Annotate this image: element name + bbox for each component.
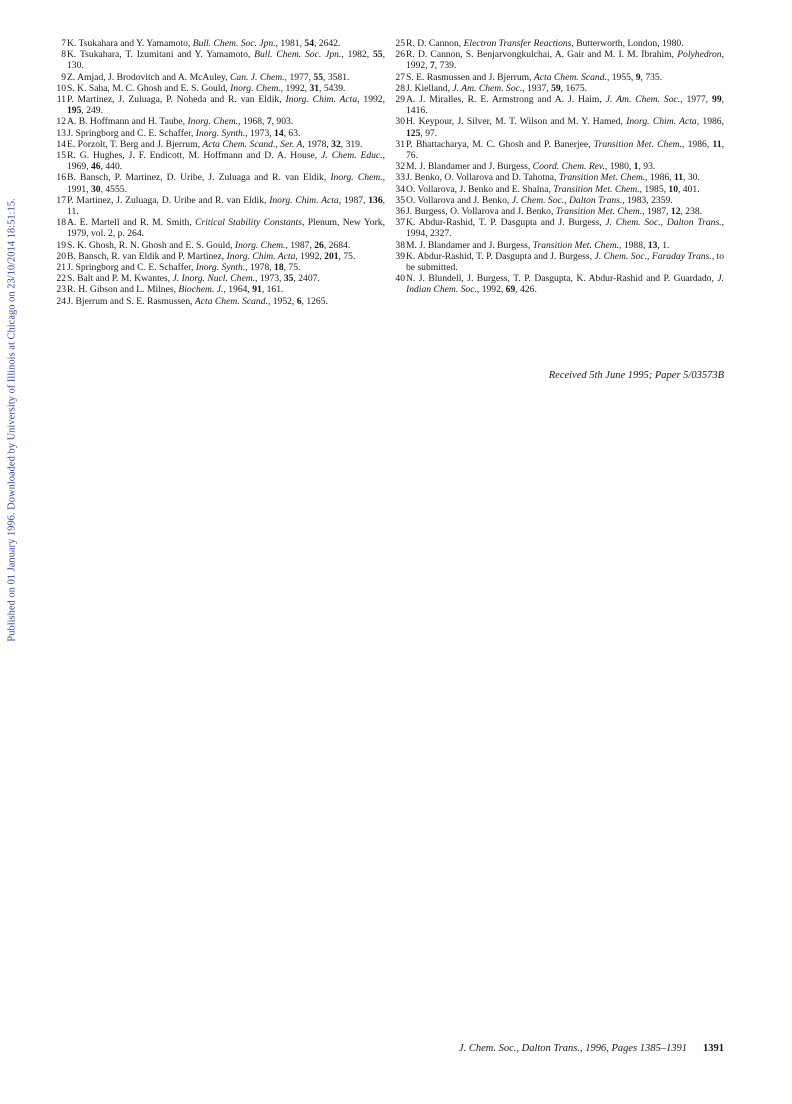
reference-volume: 54 [304, 38, 314, 49]
reference-item [394, 195, 724, 206]
reference-text: O. Vollarova, J. Benko and E. Shalna, [406, 183, 554, 195]
reference-source: Electron Transfer Reactions [463, 38, 572, 49]
reference-volume: 31 [309, 82, 320, 94]
reference-source: Can. J. Chem. [230, 71, 285, 83]
reference-item [55, 172, 385, 194]
reference-item [55, 94, 385, 116]
reference-text: S. Balt and P. M. Kwantes, [67, 273, 173, 285]
reference-number: 38 [395, 239, 405, 251]
reference-number: 19 [56, 239, 66, 251]
reference-item [394, 240, 724, 251]
reference-item [394, 38, 724, 49]
reference-text: R. G. Hughes, J. F. Endicott, M. Hoffmann and D. A. House, [67, 150, 322, 162]
reference-source: Inorg. Synth. [195, 262, 246, 274]
reference-text: , 1988, [619, 239, 648, 251]
reference-number: 33 [395, 172, 405, 184]
reference-text: , 440. [100, 161, 123, 173]
reference-item [55, 150, 385, 172]
reference-text: R. D. Cannon, [406, 38, 464, 49]
reference-text: , 1978, [245, 262, 275, 274]
reference-text: B. Bansch, R. van Eldik and P. Martinez, [67, 250, 227, 262]
reference-source: Bull. Chem. Soc. Jpn. [192, 38, 276, 49]
reference-number: 14 [56, 138, 66, 150]
reference-item [55, 116, 385, 127]
reference-text: , 1937, [522, 82, 552, 94]
reference-text: , 93. [638, 161, 656, 173]
reference-number: 23 [56, 284, 66, 296]
reference-text: , 1986, [681, 138, 713, 150]
reference-text: , 1416. [406, 94, 725, 117]
reference-item [55, 296, 385, 307]
reference-text: , 1987, [338, 194, 369, 206]
reference-volume: 1 [633, 161, 639, 173]
reference-text: N. J. Blundell, J. Burgess, T. P. Dasgupta, K. Abdur-Rashid and P. Guardado, [406, 273, 718, 285]
reference-item [55, 273, 385, 284]
reference-volume: 32 [331, 138, 341, 150]
reference-text: , Butterworth, London, 1980. [571, 38, 684, 49]
reference-number: 18 [56, 217, 66, 229]
reference-source: J. Am. Chem. Soc. [605, 94, 681, 106]
reference-volume: 46 [90, 161, 101, 173]
reference-text: , 1969, [67, 150, 385, 173]
reference-item [394, 49, 724, 71]
reference-item [55, 38, 385, 49]
references-column-left [55, 38, 385, 307]
reference-item [394, 206, 724, 217]
reference-number: 27 [395, 71, 405, 83]
reference-text: , 1980, [604, 161, 634, 173]
reference-volume: 30 [90, 183, 101, 195]
reference-number: 37 [395, 217, 405, 229]
reference-item [394, 273, 724, 295]
reference-number: 25 [395, 38, 405, 49]
reference-number: 16 [56, 172, 66, 184]
reference-text: , 1977, [680, 94, 713, 106]
reference-text: , 30. [683, 172, 700, 184]
reference-text: , Plenum, New York, 1979, vol. 2, p. 264. [67, 217, 385, 240]
reference-item [394, 116, 724, 138]
reference-text: , 1991, [67, 172, 386, 195]
reference-volume: 125 [406, 127, 421, 139]
reference-source: Inorg. Chim. Acta [626, 116, 697, 128]
reference-text: , 238. [680, 206, 703, 218]
reference-number: 7 [61, 38, 66, 49]
reference-volume: 6 [296, 295, 302, 307]
reference-text: J. Bjerrum and S. E. Rasmussen, [67, 295, 195, 307]
reference-volume: 26 [314, 239, 324, 251]
reference-number: 31 [395, 138, 405, 150]
reference-text: , 11. [67, 194, 386, 218]
reference-text: , 426. [515, 284, 537, 296]
reference-item [55, 284, 385, 295]
reference-source: Transition Met. Chem. [555, 206, 643, 218]
reference-volume: 59 [551, 82, 561, 94]
reference-source: J. Chem. Educ. [321, 150, 383, 162]
reference-text: , 401. [678, 183, 700, 195]
reference-source: Inorg. Chem. [330, 172, 383, 184]
reference-number: 15 [56, 150, 66, 162]
reference-volume: 99 [712, 94, 722, 106]
reference-number: 29 [395, 94, 405, 106]
reference-volume: 7 [266, 116, 272, 128]
reference-text: , 1964, [223, 284, 253, 296]
reference-number: 40 [395, 273, 405, 285]
reference-number: 17 [56, 194, 66, 206]
reference-number: 8 [61, 49, 66, 61]
reference-text: P. Martinez, J. Zuluaga, D. Uribe and R. van Eldik, [67, 194, 270, 206]
reference-text: , 1983, 2359. [622, 194, 673, 206]
received-date: Received 5th June 1995; [548, 370, 655, 381]
reference-item [394, 94, 724, 116]
reference-volume: 195 [67, 105, 82, 117]
reference-volume: 12 [670, 206, 681, 218]
reference-text: , 1986, [645, 172, 674, 184]
reference-source: Inorg. Synth. [195, 127, 246, 139]
reference-number: 22 [56, 273, 66, 285]
reference-item [55, 195, 385, 217]
reference-source: Inorg. Chem. [230, 82, 281, 94]
reference-number: 39 [395, 250, 405, 262]
reference-text: R. D. Cannon, S. Benjarvongkulchai, A. Gair and M. I. M. Ibrahim, [406, 49, 678, 61]
reference-source: Coord. Chem. Rev. [532, 161, 605, 173]
reference-text: , 1992, [357, 94, 385, 106]
download-notice-text: Published on 01 January 1996. Downloaded by University of Illinois at Chicago on 23/10/2014 18:51:15. [6, 198, 18, 642]
reference-item [55, 128, 385, 139]
reference-text: S. E. Rasmussen and J. Bjerrum, [406, 71, 534, 83]
reference-text: A. B. Hoffmann and H. Taube, [67, 116, 188, 128]
reference-number: 10 [56, 82, 66, 94]
reference-text: , 1981, [275, 38, 305, 49]
reference-text: O. Vollarova and J. Benko, [406, 194, 512, 206]
reference-source: J. Chem. Soc., Dalton Trans. [511, 194, 623, 206]
reference-source: Inorg. Chim. Acta [285, 94, 358, 106]
reference-source: Polyhedron [677, 49, 722, 61]
reference-volume: 136 [368, 194, 383, 206]
reference-source: Bull. Chem. Soc. Jpn. [254, 49, 342, 61]
reference-number: 34 [395, 183, 405, 195]
reference-text: , 739. [434, 60, 457, 72]
reference-volume: 18 [274, 262, 284, 274]
reference-number: 21 [56, 262, 66, 274]
reference-source: J. Inorg. Nucl. Chem. [172, 273, 256, 285]
reference-text: , 130. [67, 49, 385, 72]
reference-item [55, 83, 385, 94]
reference-source: Acta Chem. Scand. [194, 295, 268, 307]
reference-item [55, 262, 385, 273]
reference-text: , 903. [271, 116, 294, 128]
reference-text: M. J. Blandamer and J. Burgess, [406, 161, 533, 173]
reference-item [394, 251, 724, 273]
reference-volume: 11 [712, 138, 722, 150]
reference-text: , 1982, [341, 49, 373, 61]
reference-volume: 201 [324, 250, 339, 262]
reference-number: 24 [56, 295, 66, 307]
reference-text: , 249. [81, 105, 103, 117]
reference-number: 20 [56, 250, 66, 262]
reference-item [394, 72, 724, 83]
reference-text: K. Tsukahara and Y. Yamamoto, [67, 38, 193, 49]
reference-text: , 2684. [323, 239, 351, 251]
reference-item [394, 184, 724, 195]
reference-source: J. Chem. Soc., Dalton Trans. [605, 217, 722, 229]
reference-volume: 69 [505, 284, 516, 296]
reference-text: , 1994, 2327. [406, 217, 724, 240]
reference-source: Inorg. Chim. Acta [226, 250, 296, 262]
page-number: 1391 [703, 1043, 724, 1054]
reference-text: R. H. Gibson and L. Milnes, [67, 284, 179, 296]
reference-text: , 3581. [323, 71, 350, 83]
reference-text: , 1952, [267, 295, 297, 307]
reference-item [55, 240, 385, 251]
reference-text: J. Kielland, [406, 82, 453, 94]
reference-item [55, 251, 385, 262]
reference-volume: 11 [673, 172, 684, 184]
reference-volume: 9 [635, 71, 641, 83]
reference-text: B. Bansch, P. Martinez, D. Uribe, J. Zuluaga and R. van Eldik, [67, 172, 331, 184]
reference-text: E. Porzolt, T. Berg and J. Bjerrum, [67, 138, 203, 150]
reference-text: , 735. [640, 71, 663, 83]
reference-item [55, 49, 385, 71]
reference-number: 11 [56, 94, 66, 106]
reference-text: , 75. [338, 250, 356, 262]
reference-volume: 10 [668, 183, 678, 195]
reference-text: , 1987, [642, 206, 671, 218]
reference-number: 35 [395, 194, 405, 206]
reference-source: Acta Chem. Scand., Ser. A [202, 138, 303, 150]
reference-source: Critical Stability Constants [195, 217, 302, 229]
reference-text: Z. Amjad, J. Brodovitch and A. McAuley, [67, 71, 230, 83]
reference-text: H. Keypour, J. Silver, M. T. Wilson and M. Y. Hamed, [406, 116, 627, 128]
reference-text: , 1978, [302, 138, 332, 150]
reference-text: , 161. [261, 284, 284, 296]
reference-item [55, 217, 385, 239]
reference-text: S. K. Ghosh, R. N. Ghosh and E. S. Gould, [67, 239, 235, 251]
reference-text: J. Burgess, O. Vollarova and J. Benko, [406, 206, 556, 218]
reference-volume: 14 [274, 127, 284, 139]
reference-number: 28 [395, 82, 405, 94]
reference-item [394, 83, 724, 94]
reference-source: Transition Met. Chem. [553, 183, 640, 195]
received-line [394, 370, 724, 381]
reference-item [55, 72, 385, 83]
reference-source: Transition Met. Chem. [532, 239, 620, 251]
reference-source: Inorg. Chim. Acta [269, 194, 339, 206]
reference-text: , 1985, [639, 183, 669, 195]
journal-citation: J. Chem. Soc., Dalton Trans., 1996, Pages 1385–1391 [458, 1043, 687, 1054]
reference-number: 13 [56, 127, 66, 139]
reference-text: , 63. [283, 127, 301, 139]
reference-text: , 1977, [284, 71, 314, 83]
reference-item [394, 172, 724, 183]
reference-number: 36 [395, 206, 405, 218]
reference-volume: 55 [373, 49, 383, 61]
reference-item [394, 217, 724, 239]
reference-text: , 76. [406, 138, 724, 162]
reference-text: , 1992, [280, 82, 310, 94]
reference-text: , 97. [420, 127, 438, 139]
reference-text: P. Bhattacharya, M. C. Ghosh and P. Banerjee, [406, 138, 594, 150]
reference-text: , 1986, [696, 116, 724, 128]
reference-text: , 1992, [406, 49, 724, 72]
reference-text: , 1992, [295, 250, 325, 262]
reference-volume: 35 [283, 273, 294, 285]
reference-text: , 1973, [245, 127, 275, 139]
reference-text: K. Abdur-Rashid, T. P. Dasgupta and J. Burgess, [406, 250, 595, 262]
reference-text: , 1675. [560, 82, 588, 94]
reference-text: J. Springborg and C. E. Schaffer, [67, 262, 196, 274]
reference-item [55, 139, 385, 150]
reference-source: Inorg. Chem. [234, 239, 286, 251]
reference-text: , to be submitted. [406, 250, 725, 274]
reference-text: J. Benko, O. Vollarova and D. Tahotna, [406, 172, 559, 184]
reference-number: 12 [56, 116, 66, 128]
paper-id: Paper 5/03573B [654, 370, 724, 381]
reference-source: Inorg. Chem. [187, 116, 239, 128]
reference-source: Transition Met. Chem. [593, 138, 682, 150]
reference-source: J. Indian Chem. Soc. [406, 273, 724, 296]
reference-source: J. Chem. Soc., Faraday Trans. [594, 250, 712, 262]
reference-text: A. J. Miralles, R. E. Armstrong and A. J. Haim, [406, 94, 606, 106]
reference-text: S. K. Saha, M. C. Ghosh and E. S. Gould, [67, 82, 231, 94]
reference-text: , 75. [283, 262, 301, 274]
reference-number: 26 [395, 49, 405, 61]
reference-text: A. E. Martell and R. M. Smith, [67, 217, 196, 229]
reference-volume: 7 [429, 60, 435, 72]
reference-item [394, 161, 724, 172]
reference-text: K. Abdur-Rashid, T. P. Dasgupta and J. Burgess, [406, 217, 606, 229]
reference-source: Acta Chem. Scand. [533, 71, 607, 83]
reference-number: 32 [395, 161, 405, 173]
reference-volume: 91 [252, 284, 262, 296]
reference-number: 9 [61, 71, 66, 83]
reference-text: , 2407. [293, 273, 320, 285]
reference-text: , 1987, [285, 239, 315, 251]
download-notice-sidebar [2, 160, 22, 680]
reference-text: , 1265. [301, 295, 328, 307]
reference-text: J. Springborg and C. E. Schaffer, [67, 127, 196, 139]
reference-text: , 4555. [100, 183, 127, 195]
reference-text: , 1. [657, 239, 670, 251]
reference-source: Transition Met. Chem. [558, 172, 646, 184]
reference-source: J. Am. Chem. Soc. [452, 82, 523, 94]
reference-text: P. Martinez, J. Zuluaga, P. Noheda and R. van Eldik, [67, 94, 286, 106]
reference-text: , 2642. [313, 38, 341, 49]
reference-text: , 1968, [238, 116, 267, 128]
reference-text: M. J. Blandamer and J. Burgess, [406, 239, 533, 251]
reference-item [394, 139, 724, 161]
reference-text: , 1992, [476, 284, 506, 296]
reference-text: , 1973, [255, 273, 284, 285]
references-column-right [394, 38, 724, 296]
reference-source: Biochem. J. [178, 284, 224, 296]
reference-volume: 55 [313, 71, 324, 83]
reference-volume: 13 [647, 239, 658, 251]
reference-number: 30 [395, 116, 405, 128]
reference-text: , 5439. [319, 82, 346, 94]
reference-text: K. Tsukahara, T. Izumitani and Y. Yamamoto, [67, 49, 255, 61]
reference-text: , 1955, [606, 71, 636, 83]
page-footer [408, 1043, 724, 1054]
reference-text: , 319. [340, 138, 363, 150]
